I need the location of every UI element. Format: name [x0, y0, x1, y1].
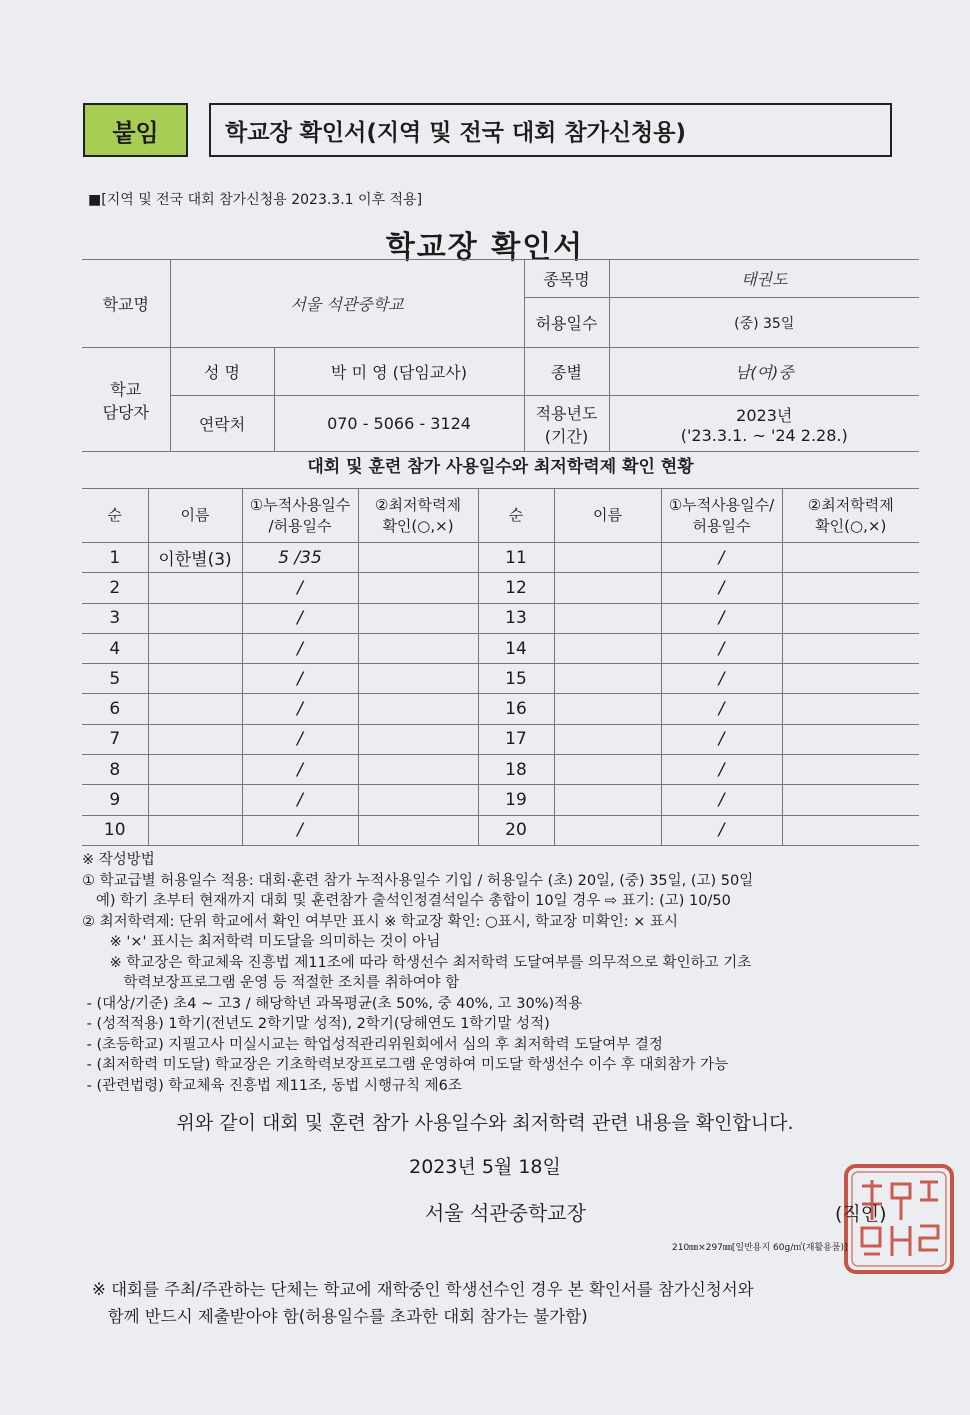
days-used: / [242, 694, 358, 724]
row-number: 6 [82, 694, 148, 724]
period-year: 2023년 [736, 405, 793, 425]
attachment-tag: 붙임 [83, 103, 188, 157]
days-used: / [661, 785, 782, 815]
issue-date: 2023년 5월 18일 [409, 1156, 561, 1178]
student-name [554, 633, 661, 663]
row-number: 11 [478, 543, 554, 573]
row-number: 1 [82, 543, 148, 573]
apply-note: ■[지역 및 전국 대회 참가신청용 2023.3.1 이후 적용] [88, 192, 423, 208]
days-used: / [661, 633, 782, 663]
row-number: 18 [478, 755, 554, 785]
days-used: / [661, 724, 782, 754]
table-row [82, 664, 919, 694]
student-name [148, 603, 242, 633]
instruction-line: - (성적적용) 1학기(전년도 2학기말 성적), 2학기(당해연도 1학기말 성적) [82, 1016, 550, 1032]
min-academic-check [358, 815, 478, 845]
form-heading: 학교장 확인서(지역 및 전국 대회 참가신청용) [209, 103, 892, 157]
days-used: / [242, 633, 358, 663]
table-row [82, 724, 919, 754]
days-used: / [242, 724, 358, 754]
row-number: 13 [478, 603, 554, 633]
student-name [148, 664, 242, 694]
period-label: 적용년도 (기간) [524, 396, 609, 452]
student-name [554, 815, 661, 845]
allowed-days-value: (중) 35일 [609, 298, 919, 348]
seal-label: (직인) [835, 1203, 887, 1225]
name-label: 성 명 [170, 348, 274, 396]
row-number: 5 [82, 664, 148, 694]
min-academic-check [782, 664, 919, 694]
gender-value: 남(여)중 [609, 348, 919, 396]
row-number: 4 [82, 633, 148, 663]
row-number: 14 [478, 633, 554, 663]
min-academic-check [782, 603, 919, 633]
min-academic-check [782, 573, 919, 603]
days-used: / [242, 573, 358, 603]
row-number: 8 [82, 755, 148, 785]
instruction-line: - (관련법령) 학교체육 진흥법 제11조, 동법 시행규칙 제6조 [82, 1077, 462, 1094]
row-number: 10 [82, 815, 148, 845]
instruction-line: ※ 작성방법 [82, 852, 155, 868]
row-number: 19 [478, 785, 554, 815]
student-name [554, 543, 661, 573]
min-academic-check [358, 755, 478, 785]
table-row [82, 755, 919, 785]
student-name [148, 755, 242, 785]
min-academic-check [782, 543, 919, 573]
days-used: / [661, 664, 782, 694]
table-row [82, 694, 919, 724]
row-number: 16 [478, 694, 554, 724]
instructions [82, 850, 922, 1096]
student-name [148, 573, 242, 603]
row-number: 7 [82, 724, 148, 754]
student-name [148, 724, 242, 754]
sport-value: 태권도 [609, 260, 919, 298]
row-number: 9 [82, 785, 148, 815]
min-academic-check [358, 573, 478, 603]
school-name-value: 서울 석관중학교 [170, 260, 524, 348]
usage-table-title: 대회 및 훈련 참가 사용일수와 최저학력제 확인 현황 [307, 457, 694, 477]
header-min-academic: ②최저학력제 확인(○,×) [782, 489, 919, 543]
min-academic-check [782, 755, 919, 785]
usage-table [82, 488, 919, 846]
days-used: / [242, 755, 358, 785]
header-no: 순 [82, 489, 148, 543]
header-min-academic: ②최저학력제 확인(○,×) [358, 489, 478, 543]
instruction-line: 학력보장프로그램 운영 등 적절한 조치를 취하여야 함 [82, 975, 460, 991]
name-value: 박 미 영 (담임교사) [274, 348, 524, 396]
row-number: 12 [478, 573, 554, 603]
days-used: / [242, 664, 358, 694]
days-used: / [661, 694, 782, 724]
student-name [554, 724, 661, 754]
instruction-line: - (대상/기준) 초4 ~ 고3 / 해당학년 과목평균(초 50%, 중 40%, 고 30%)적용 [82, 995, 583, 1012]
header-days: ①누적사용일수/ 허용일수 [661, 489, 782, 543]
footer-line: 함께 반드시 제출받아야 함(허용일수를 초과한 대회 참가는 불가함) [92, 1307, 588, 1326]
student-name [554, 694, 661, 724]
header-days: ①누적사용일수 /허용일수 [242, 489, 358, 543]
phone-value: 070 - 5066 - 3124 [274, 396, 524, 452]
table-row [82, 815, 919, 845]
footer-notice [92, 1276, 912, 1330]
confirmation-statement: 위와 같이 대회 및 훈련 참가 사용일수와 최저학력 관련 내용을 확인합니다. [176, 1112, 794, 1134]
days-used: 5 /35 [242, 543, 358, 573]
days-used: / [661, 543, 782, 573]
student-name [554, 573, 661, 603]
min-academic-check [782, 785, 919, 815]
footer-line: ※ 대회를 주최/주관하는 단체는 학교에 재학중인 학생선수인 경우 본 확인서를 참가신청서와 [92, 1280, 754, 1299]
min-academic-check [782, 633, 919, 663]
row-number: 3 [82, 603, 148, 633]
min-academic-check [358, 694, 478, 724]
paper-spec: 210㎜×297㎜[일반용지 60g/㎡(재활용품)] [672, 1243, 848, 1253]
min-academic-check [358, 785, 478, 815]
table-row [82, 785, 919, 815]
student-name: 이한별(3) [148, 543, 242, 573]
instruction-line: - (초등학교) 지필고사 미실시교는 학업성적관리위원회에서 심의 후 최저학력 도달여부 결정 [82, 1036, 663, 1053]
header-name: 이름 [148, 489, 242, 543]
school-name-label: 학교명 [82, 260, 170, 348]
instruction-line: ② 최저학력제: 단위 학교에서 확인 여부만 표시 ※ 학교장 확인: ○표시, 학교장 미확인: × 표시 [82, 913, 678, 930]
min-academic-check [358, 543, 478, 573]
table-row [82, 633, 919, 663]
contact-person-label: 학교 담당자 [82, 348, 170, 452]
student-name [554, 664, 661, 694]
student-name [554, 603, 661, 633]
document-title: 학교장 확인서 [385, 230, 585, 265]
table-row [82, 543, 919, 573]
student-name [148, 694, 242, 724]
days-used: / [661, 603, 782, 633]
days-used: / [661, 755, 782, 785]
table-row [82, 603, 919, 633]
min-academic-check [358, 633, 478, 663]
row-number: 20 [478, 815, 554, 845]
days-used: / [661, 573, 782, 603]
student-name [148, 785, 242, 815]
row-number: 15 [478, 664, 554, 694]
table-row [82, 573, 919, 603]
school-info-table [82, 259, 919, 452]
min-academic-check [358, 724, 478, 754]
period-cell [609, 396, 919, 452]
header-no: 순 [478, 489, 554, 543]
days-used: / [242, 785, 358, 815]
student-name [148, 633, 242, 663]
student-name [148, 815, 242, 845]
min-academic-check [358, 664, 478, 694]
instruction-line: 예) 학기 초부터 현재까지 대회 및 훈련참가 출석인정결석일수 총합이 10일 경우 ⇨ 표기: (고) 10/50 [82, 893, 731, 909]
instruction-line: ※ 학교장은 학교체육 진흥법 제11조에 따라 학생선수 최저학력 도달여부를 의무적으로 확인하고 기초 [82, 954, 752, 971]
header-name: 이름 [554, 489, 661, 543]
student-name [554, 755, 661, 785]
row-number: 17 [478, 724, 554, 754]
allowed-days-label: 허용일수 [524, 298, 609, 348]
phone-label: 연락처 [170, 396, 274, 452]
period-range: ('23.3.1. ~ '24 2.28.) [680, 425, 848, 445]
student-name [554, 785, 661, 815]
min-academic-check [782, 815, 919, 845]
instruction-line: - (최저학력 미도달) 학교장은 기초학력보장프로그램 운영하여 미도달 학생선수 이수 후 대회참가 가능 [82, 1057, 729, 1073]
instruction-line: ※ '×' 표시는 최저학력 미도달을 의미하는 것이 아님 [82, 934, 441, 950]
row-number: 2 [82, 573, 148, 603]
min-academic-check [782, 694, 919, 724]
min-academic-check [358, 603, 478, 633]
days-used: / [242, 815, 358, 845]
sport-label: 종목명 [524, 260, 609, 298]
min-academic-check [782, 724, 919, 754]
days-used: / [661, 815, 782, 845]
principal-title: 서울 석관중학교장 [425, 1201, 586, 1225]
days-used: / [242, 603, 358, 633]
gender-label: 종별 [524, 348, 609, 396]
instruction-line: ① 학교급별 허용일수 적용: 대회·훈련 참가 누적사용일수 기입 / 허용일수 (초) 20일, (중) 35일, (고) 50일 [82, 872, 754, 889]
